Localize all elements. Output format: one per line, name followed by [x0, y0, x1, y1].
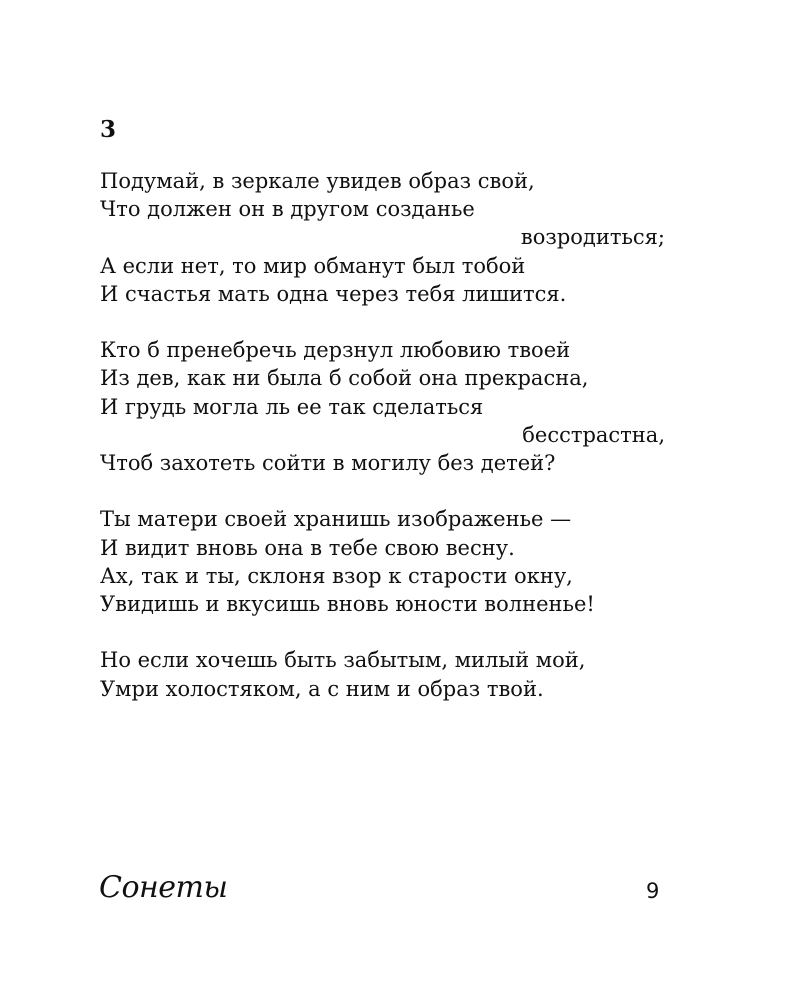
poem-line: Ты матери своей хранишь изображенье —: [100, 507, 572, 532]
page-number: 9: [646, 879, 660, 903]
poem-line: И счастья мать одна через тебя лишится.: [100, 281, 567, 306]
sonnet-number: 3: [100, 116, 117, 143]
poem-line: Кто б пренебречь дерзнул любовию твоей: [100, 338, 571, 363]
poem-line: Но если хочешь быть забытым, милый мой,: [100, 648, 586, 673]
stanza-3: [100, 505, 665, 618]
stanza-2: [100, 336, 665, 477]
poem-line: И грудь могла ль ее так сделаться: [100, 394, 484, 419]
poem-line: Чтоб захотеть сойти в могилу без детей?: [100, 451, 556, 476]
running-footer-title: Сонеты: [99, 870, 228, 905]
poem-line: Умри холостяком, а с ним и образ твой.: [100, 676, 544, 701]
stanza-1: [100, 167, 665, 308]
poem-line-continuation: возродиться;: [520, 225, 665, 250]
poem-line: А если нет, то мир обманут был тобой: [100, 253, 526, 278]
poem-line: И видит вновь она в тебе свою весну.: [100, 535, 515, 560]
poem-line-continuation: бесстрастна,: [522, 422, 665, 447]
poem-line: Что должен он в другом созданье: [100, 197, 475, 222]
poem-body: [100, 167, 665, 731]
poem-line: Подумай, в зеркале увидев образ свой,: [100, 169, 535, 193]
stanza-4: [100, 646, 665, 702]
poem-line: Ах, так и ты, склоня взор к старости окну,: [100, 563, 573, 588]
poem-line: Из дев, как ни была б собой она прекрасна,: [100, 366, 589, 391]
poem-line: Увидишь и вкусишь вновь юности волненье!: [100, 592, 595, 617]
